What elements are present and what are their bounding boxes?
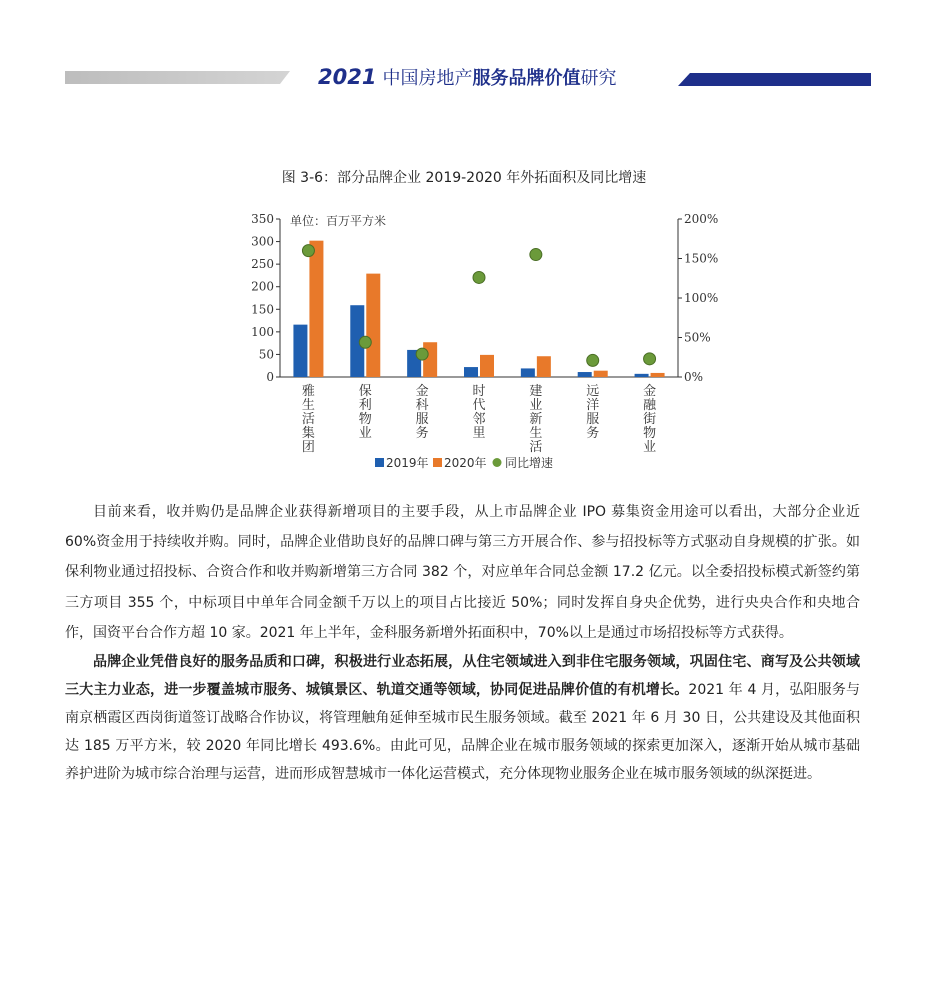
header-year: 2021 [318, 65, 377, 89]
right-tick-label: 150% [684, 251, 719, 266]
header-decor-bar-left [65, 71, 290, 84]
header-title-part2: 服务品牌价值 [472, 68, 581, 89]
body-text [65, 497, 860, 788]
yoy-point [359, 336, 371, 348]
left-tick-label: 50 [258, 347, 274, 362]
right-tick-label: 100% [684, 291, 719, 305]
yoy-point [473, 271, 485, 283]
header-decor-bar-right [678, 73, 871, 86]
figure-caption: 图 3-6：部分品牌企业 2019-2020 年外拓面积及同比增速 [281, 170, 647, 186]
category-label: 雅生活集团 [301, 384, 315, 455]
right-tick-label: 0% [684, 370, 704, 384]
header-title-part3: 研究 [580, 68, 617, 89]
left-tick-label: 250 [251, 257, 274, 272]
bar-2020 [366, 274, 380, 377]
left-tick-label: 100 [251, 324, 274, 339]
bar-2020 [309, 241, 323, 377]
category-label: 金融街物业 [643, 384, 657, 455]
left-tick-label: 200 [251, 279, 274, 294]
paragraph-2-body: 2021 年 4 月，弘阳服务与南京栖霞区西岗街道签订战略合作协议，将管理触角延伸至城市民生服务领域。截至 2021 年 6 月 30 日，公共建设及其他面积达 185 万平方米，较 2020 年同比增长 493.6%。由此可见，品牌企业在城市服务领域的探索更加深入，逐渐开始从城市基础养护进阶为城市综合治理与运营，进而形成智慧城市一体化运营模式，充分体现物业服务企业在城市服务领域的纵深挺进。 [65, 682, 860, 783]
right-tick-label: 200% [684, 212, 719, 226]
bar-2019 [521, 368, 535, 377]
legend-swatch-yoy [493, 458, 502, 467]
category-label: 时代邻里 [472, 384, 486, 441]
paragraph-2 [65, 648, 860, 788]
legend-label-2020: 2020年 [444, 456, 487, 470]
bar-2019 [635, 374, 649, 377]
category-label: 保利物业 [358, 384, 372, 441]
yoy-point [530, 249, 542, 261]
category-label: 远洋服务 [586, 384, 600, 441]
legend-swatch-2019 [375, 458, 384, 467]
paragraph-2-lead: 品牌企业凭借良好的服务品质和口碑，积极进行业态拓展，从住宅领域进入到非住宅服务领域，巩固住宅、商写及公共领域三大主力业态，进一步覆盖城市服务、城镇景区、轨道交通等领域，协同促进品牌价值的有机增长。 [65, 654, 860, 699]
bar-2019 [464, 367, 478, 377]
bar-2019 [578, 372, 592, 377]
left-tick-label: 0 [266, 370, 274, 384]
bar-2020 [651, 373, 665, 377]
legend-swatch-2020 [433, 458, 442, 467]
category-label: 金科服务 [415, 384, 429, 441]
unit-label: 单位：百万平方米 [290, 214, 387, 228]
yoy-point [644, 353, 656, 365]
bar-2020 [594, 371, 608, 377]
header-title-part1: 中国房地产 [382, 68, 473, 89]
legend-label-yoy: 同比增速 [505, 456, 554, 470]
category-label: 建业新生活 [529, 384, 543, 455]
yoy-point [587, 354, 599, 366]
bar-2020 [537, 356, 551, 377]
bar-2020 [480, 355, 494, 377]
page-header-title [318, 64, 616, 92]
right-tick-label: 50% [684, 330, 711, 345]
left-tick-label: 300 [251, 234, 274, 249]
bar-2019 [293, 325, 307, 377]
yoy-point [416, 348, 428, 360]
left-tick-label: 350 [251, 212, 274, 226]
bar-chart [230, 205, 719, 480]
paragraph-1: 目前来看，收并购仍是品牌企业获得新增项目的主要手段，从上市品牌企业 IPO 募集资金用途可以看出，大部分企业近 60%资金用于持续收并购。同时，品牌企业借助良好的品牌口碑与第三方开展合作、参与招投标等方式驱动自身规模的扩张。如保利物业通过招投标、合资合作和收并购新增第三方合同 382 个，对应单年合同总金额 17.2 亿元。以全委招投标模式新签约第三方项目 355 个，中标项目中单年合同金额千万以上的项目占比接近 50%；同时发挥自身央企优势，进行央央合作和央地合作，国资平台合作方超 10 家。2021 年上半年，金科服务新增外拓面积中，70%以上是通过市场招投标等方式获得。 [65, 504, 860, 641]
legend-label-2019: 2019年 [386, 456, 429, 470]
left-tick-label: 150 [251, 302, 274, 317]
yoy-point [302, 245, 314, 257]
